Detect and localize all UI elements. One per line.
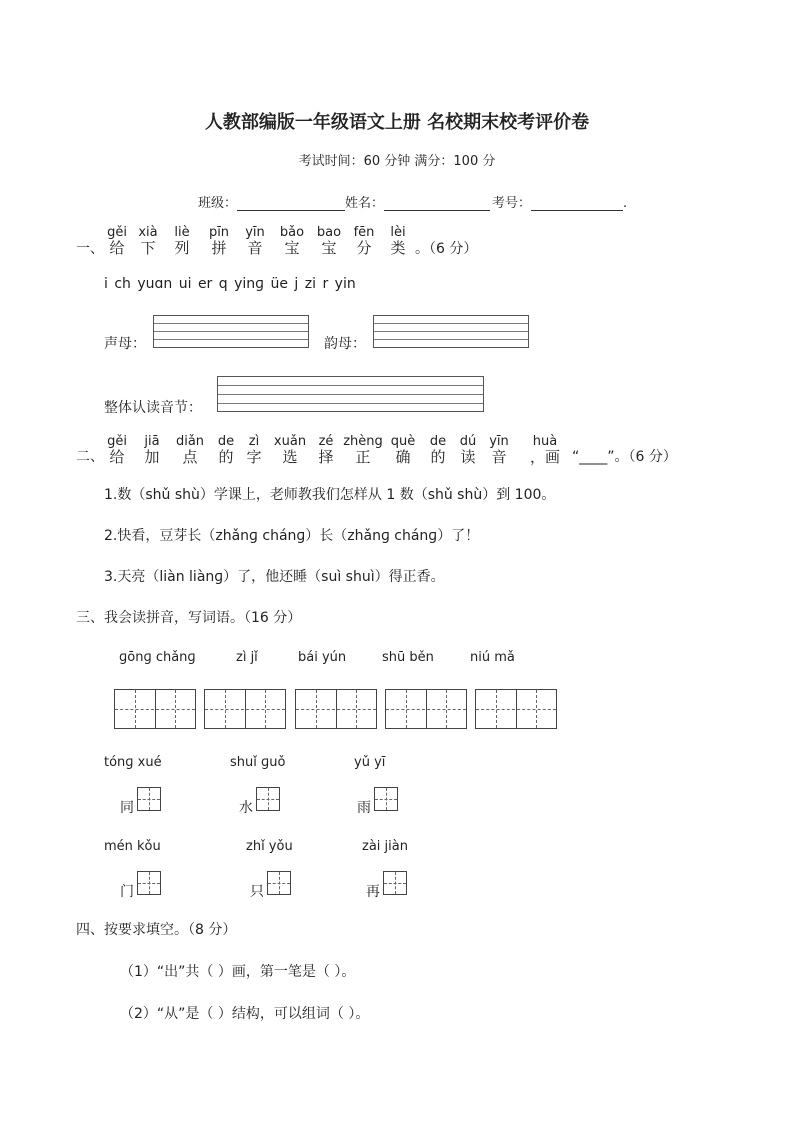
class-field[interactable]	[198, 192, 345, 211]
zhengti-label: 整体认读音节：	[104, 400, 202, 416]
pinyin-annotation: jiā	[144, 434, 160, 449]
pinyin-annotation: fēn	[353, 225, 375, 240]
pinyin-annotation: liè	[174, 225, 190, 240]
pinyin-annotation: yīn	[245, 225, 265, 240]
tianzige-box[interactable]	[295, 689, 377, 729]
heading-character: 正	[355, 448, 371, 466]
q2-sentence-1: 1.数（shǔ shù）学课上，老师教我们怎样从 1 数（shǔ shù）到 100。	[104, 487, 556, 503]
pinyin-annotation: zhèng	[343, 434, 383, 449]
heading-character: 宝	[321, 239, 337, 257]
tianzige-box[interactable]	[267, 871, 291, 895]
q3-pinyin: niú mǎ	[470, 650, 515, 665]
q2-sentence-2: 2.快看，豆芽长（zhǎnɡ chánɡ）长（zhǎnɡ chánɡ）了！	[104, 528, 480, 544]
yunmu-label: 韵母：	[324, 336, 366, 352]
pinyin-annotation: bao	[316, 225, 342, 240]
tianzige-box[interactable]	[204, 689, 286, 729]
q2-tail: “____”。（6 分）	[572, 449, 677, 465]
heading-character: 的	[218, 448, 234, 466]
pinyin-annotation: zé	[318, 434, 334, 449]
heading-character: 点	[182, 448, 198, 466]
q2-sentence-3: 3.天亮（liàn liànɡ）了，他还睡（suì shuì）得正香。	[104, 569, 445, 585]
q3-pinyin: bái yún	[298, 650, 347, 665]
pinyin-annotation: dú	[459, 434, 477, 449]
pinyin-annotation: xuǎn	[273, 434, 307, 449]
heading-character: ，画	[529, 448, 560, 466]
heading-character: 分	[356, 239, 372, 257]
class-blank[interactable]	[237, 196, 345, 211]
name-field[interactable]	[345, 192, 490, 211]
tianzige-box[interactable]	[137, 871, 161, 895]
tianzige-box[interactable]	[385, 689, 467, 729]
pinyin-annotation: gěi	[107, 434, 127, 449]
pinyin-annotation: xià	[138, 225, 158, 240]
q3-pinyin: yǔ yī	[354, 755, 386, 770]
tianzige-box[interactable]	[256, 787, 280, 811]
pinyin-annotation: de	[429, 434, 447, 449]
q3-pinyin: tónɡ xué	[104, 755, 162, 770]
pinyin-annotation: zì	[248, 434, 260, 449]
q3-pinyin: zài jiàn	[362, 839, 408, 854]
given-character: 只	[250, 884, 264, 900]
pinyin-annotation: gěi	[107, 225, 127, 240]
class-label: 班级：	[198, 196, 238, 211]
given-character: 水	[239, 800, 253, 816]
number-blank[interactable]	[531, 196, 623, 211]
heading-character: 类	[390, 239, 406, 257]
exam-subtitle: 考试时间：60 分钟 满分：100 分	[298, 154, 496, 169]
heading-character: 给	[109, 448, 125, 466]
heading-character: 加	[144, 448, 160, 466]
given-character: 再	[366, 884, 380, 900]
q1-score: 。（6 分）	[415, 241, 478, 257]
tianzige-box[interactable]	[137, 787, 161, 811]
shengmu-label: 声母：	[104, 336, 146, 352]
q2-number: 二、	[76, 449, 104, 465]
heading-character: 读	[460, 448, 476, 466]
heading-character: 音	[491, 448, 507, 466]
heading-character: 列	[174, 239, 190, 257]
given-character: 同	[120, 800, 134, 816]
name-label: 姓名：	[345, 196, 385, 211]
q3-pinyin: zì jǐ	[236, 650, 258, 665]
heading-character: 音	[247, 239, 263, 257]
q3-title: 三、我会读拼音，写词语。（16 分）	[76, 610, 302, 626]
number-label: 考号：	[492, 196, 532, 211]
shengmu-writing-box[interactable]	[153, 315, 309, 348]
heading-character: 字	[246, 448, 262, 466]
q4-item-2: （2）“从”是（ ）结构，可以组词（ ）。	[120, 1006, 370, 1022]
tianzige-box[interactable]	[114, 689, 196, 729]
q1-number: 一、	[76, 241, 104, 257]
page-title: 人教部编版一年级语文上册 名校期末校考评价卷	[204, 112, 590, 133]
given-character: 门	[120, 884, 134, 900]
heading-character: 的	[430, 448, 446, 466]
heading-character: 宝	[284, 239, 300, 257]
heading-character: 下	[140, 239, 156, 257]
pinyin-annotation: huà	[532, 434, 558, 449]
pinyin-annotation: pīn	[208, 225, 230, 240]
heading-character: 拼	[211, 239, 227, 257]
heading-character: 选	[282, 448, 298, 466]
heading-character: 确	[395, 448, 411, 466]
pinyin-annotation: diǎn	[175, 434, 205, 449]
q3-pinyin: shū běn	[382, 650, 434, 665]
q3-pinyin: ɡōnɡ chǎnɡ	[119, 650, 196, 665]
number-field[interactable]: 考号： .	[492, 196, 628, 211]
name-blank[interactable]	[384, 196, 490, 211]
q3-pinyin: shuǐ ɡuǒ	[230, 755, 286, 770]
yunmu-writing-box[interactable]	[373, 315, 529, 348]
pinyin-annotation: de	[217, 434, 235, 449]
q3-pinyin: zhǐ yǒu	[246, 839, 293, 854]
pinyin-annotation: yīn	[489, 434, 509, 449]
pinyin-annotation: què	[390, 434, 416, 449]
tianzige-box[interactable]	[475, 689, 557, 729]
q3-pinyin: mén kǒu	[104, 839, 161, 854]
pinyin-annotation: lèi	[390, 225, 406, 240]
tianzige-box[interactable]	[374, 787, 398, 811]
q4-title: 四、按要求填空。（8 分）	[76, 922, 237, 938]
zhengti-writing-box[interactable]	[217, 376, 484, 412]
pinyin-annotation: bǎo	[279, 225, 305, 240]
q4-item-1: （1）“出”共（ ）画，第一笔是（ ）。	[120, 964, 356, 980]
heading-character: 给	[109, 239, 125, 257]
heading-character: 择	[318, 448, 334, 466]
q1-pinyin-items: i ch yuɑn ui er q yinɡ üe j zi r yin	[104, 276, 356, 292]
given-character: 雨	[357, 800, 371, 816]
tianzige-box[interactable]	[383, 871, 407, 895]
